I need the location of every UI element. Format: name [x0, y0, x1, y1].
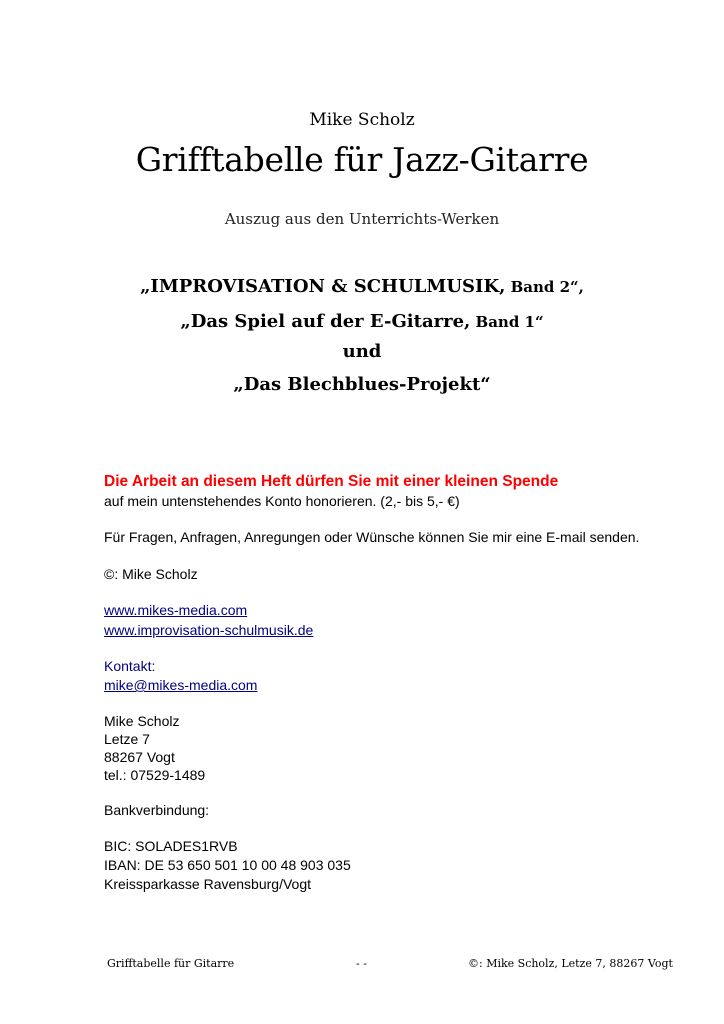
book-title-improvisation [0, 276, 724, 297]
address-name: Mike Scholz [104, 713, 180, 729]
book-conjunction: und [342, 341, 382, 362]
bank-name: Kreissparkasse Ravensburg/Vogt [104, 876, 311, 892]
footer-right: ©: Mike Scholz, Letze 7, 88267 Vogt [468, 957, 673, 970]
copyright-text: ©: Mike Scholz [104, 566, 198, 582]
book-title-e-gitarre-band: Band 1“ [470, 313, 544, 331]
bank-bic: BIC: SOLADES1RVB [104, 838, 238, 854]
bank-iban: IBAN: DE 53 650 501 10 00 48 903 035 [104, 857, 351, 873]
footer-left: Grifftabelle für Gitarre [107, 957, 235, 970]
email-link[interactable]: mike@mikes-media.com [104, 677, 258, 693]
book-title-e-gitarre [0, 311, 724, 332]
document-title: Grifftabelle für Jazz-Gitarre [135, 140, 589, 179]
book-title-improvisation-band: Band 2“, [505, 278, 584, 296]
document-subtitle: Auszug aus den Unterrichts-Werken [224, 210, 500, 228]
address-street: Letze 7 [104, 731, 150, 747]
book-title-e-gitarre-name: „Das Spiel auf der E-Gitarre, [180, 311, 471, 332]
book-title-blechblues: „Das Blechblues-Projekt“ [233, 374, 491, 395]
footer-page-number: - - [356, 957, 367, 970]
questions-text: Für Fragen, Anfragen, Anregungen oder Wünsche können Sie mir eine E-mail senden. [104, 529, 640, 545]
website-link-mikes-media[interactable]: www.mikes-media.com [104, 602, 248, 618]
author-name: Mike Scholz [309, 110, 415, 130]
bank-label: Bankverbindung: [104, 802, 210, 818]
address-phone: tel.: 07529-1489 [104, 767, 206, 783]
book-title-improvisation-name: „IMPROVISATION & SCHULMUSIK, [140, 276, 506, 297]
address-city: 88267 Vogt [104, 749, 175, 765]
website-link-improvisation[interactable]: www.improvisation-schulmusik.de [104, 622, 314, 638]
donation-highlight: Die Arbeit an diesem Heft dürfen Sie mit einer kleinen Spende [104, 473, 559, 490]
donation-text: auf mein untenstehendes Konto honorieren. (2,- bis 5,- €) [104, 493, 460, 509]
contact-label: Kontakt: [104, 658, 156, 674]
